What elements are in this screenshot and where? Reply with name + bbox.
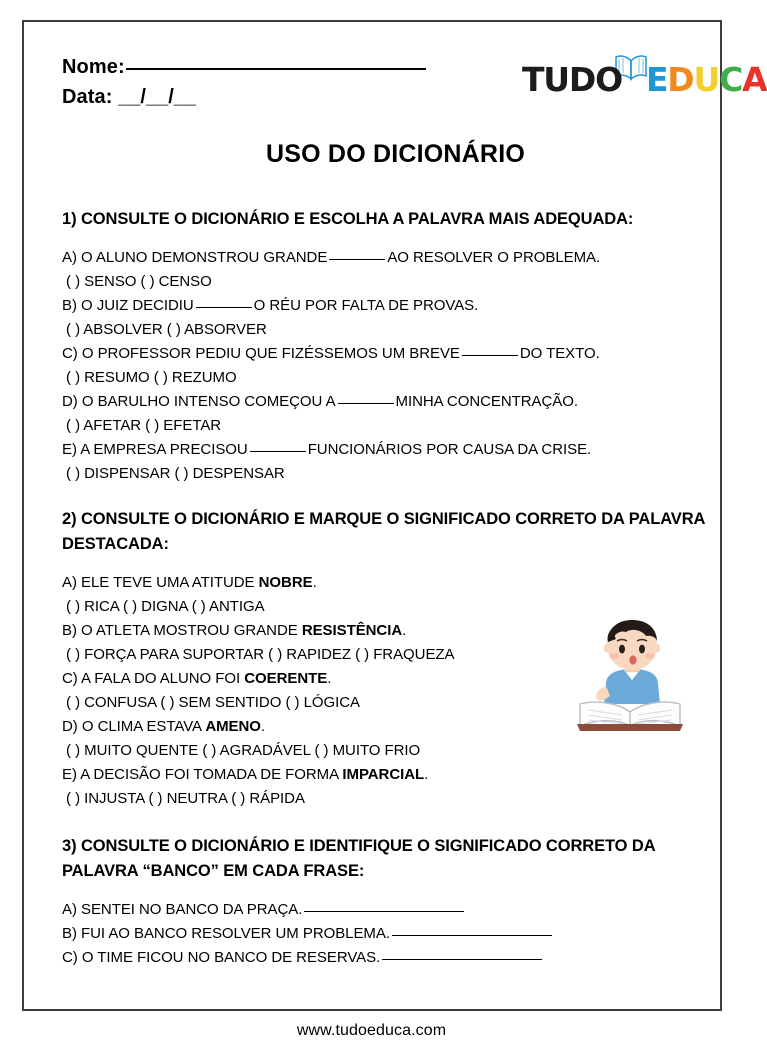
logo-wordmark [522, 62, 766, 98]
answer-options[interactable]: ( ) DISPENSAR ( ) DESPENSAR [66, 465, 285, 482]
highlighted-word: NOBRE [258, 574, 313, 591]
question-text-after: O RÉU POR FALTA DE PROVAS. [253, 297, 479, 314]
question-line [62, 763, 730, 787]
answer-options[interactable]: ( ) ABSOLVER ( ) ABSORVER [66, 321, 267, 338]
answer-options[interactable]: ( ) AFETAR ( ) EFETAR [66, 417, 222, 434]
question-line [62, 946, 730, 970]
question-text-before: E) A EMPRESA PRECISOU [62, 441, 248, 458]
answer-options[interactable]: ( ) FORÇA PARA SUPORTAR ( ) RAPIDEZ ( ) FRAQUEZA [66, 646, 455, 663]
question-text-after: MINHA CONCENTRAÇÃO. [395, 393, 578, 410]
answer-write-line[interactable] [382, 959, 542, 960]
exercise-section-3 [62, 834, 730, 970]
question-text-before: C) O TIME FICOU NO BANCO DE RESERVAS. [62, 949, 381, 966]
question-line [62, 390, 730, 414]
section-2-heading: 2) CONSULTE O DICIONÁRIO E MARQUE O SIGNIFICADO CORRETO DA PALAVRA DESTACADA: [62, 510, 705, 553]
highlighted-word: COERENTE [244, 670, 328, 687]
section-3-items [62, 898, 730, 970]
page-title: USO DO DICIONÁRIO [266, 140, 525, 168]
question-text-before: A) ELE TEVE UMA ATITUDE [62, 574, 255, 591]
question-text-before: B) O ATLETA MOSTROU GRANDE [62, 622, 298, 639]
logo-part-e: E [645, 60, 668, 99]
answer-write-line[interactable] [304, 911, 464, 912]
question-text-before: B) O JUIZ DECIDIU [62, 297, 194, 314]
exercise-section-1 [62, 207, 730, 486]
date-label: Data: [62, 86, 113, 108]
worksheet-page-frame [22, 20, 767, 1011]
highlighted-word: AMENO [205, 718, 261, 735]
logo-part-d: D [667, 60, 694, 99]
footer-url[interactable]: www.tudoeduca.com [296, 1022, 447, 1039]
question-text-before: E) A DECISÃO FOI TOMADA DE FORMA [62, 766, 339, 783]
question-line [62, 246, 730, 270]
question-text-before: B) FUI AO BANCO RESOLVER UM PROBLEMA. [62, 925, 390, 942]
question-line [62, 571, 730, 595]
question-text-before: C) O PROFESSOR PEDIU QUE FIZÉSSEMOS UM BREVE [62, 345, 460, 362]
date-write-line[interactable]: __/__/__ [118, 86, 197, 108]
question-line [62, 922, 730, 946]
answer-options[interactable]: ( ) INJUSTA ( ) NEUTRA ( ) RÁPIDA [66, 790, 305, 807]
question-text-before: A) SENTEI NO BANCO DA PRAÇA. [62, 901, 303, 918]
question-text-after: . [327, 670, 332, 687]
question-line [62, 898, 730, 922]
worksheet-header [62, 52, 767, 120]
question-text-after: AO RESOLVER O PROBLEMA. [387, 249, 601, 266]
question-text-before: C) A FALA DO ALUNO FOI [62, 670, 241, 687]
highlighted-word: RESISTÊNCIA [301, 622, 403, 639]
answer-write-line[interactable] [392, 935, 552, 936]
question-text-after: FUNCIONÁRIOS POR CAUSA DA CRISE. [307, 441, 592, 458]
question-text-before: D) O CLIMA ESTAVA [62, 718, 202, 735]
fill-blank[interactable] [329, 259, 385, 260]
fill-blank[interactable] [250, 451, 306, 452]
question-line [62, 294, 730, 318]
question-text-after: . [402, 622, 407, 639]
boy-reading-book-illustration [572, 618, 692, 734]
logo-part-u: U [693, 60, 720, 99]
question-line [62, 438, 730, 462]
section-3-heading: 3) CONSULTE O DICIONÁRIO E IDENTIFIQUE O SIGNIFICADO CORRETO DA PALAVRA “BANCO” EM CADA FRASE: [62, 837, 655, 880]
question-text-before: D) O BARULHO INTENSO COMEÇOU A [62, 393, 336, 410]
answer-options[interactable]: ( ) RICA ( ) DIGNA ( ) ANTIGA [66, 598, 265, 615]
question-line [62, 342, 730, 366]
question-text-after: . [260, 718, 266, 735]
question-text-after: DO TEXTO. [519, 345, 600, 362]
answer-options[interactable]: ( ) MUITO QUENTE ( ) AGRADÁVEL ( ) MUITO FRIO [66, 742, 421, 759]
logo-part-c: C [719, 60, 743, 99]
fill-blank[interactable] [462, 355, 518, 356]
answer-options[interactable]: ( ) RESUMO ( ) REZUMO [66, 369, 237, 386]
tudoeduca-logo [522, 54, 767, 108]
name-write-line[interactable] [126, 68, 426, 70]
fill-blank[interactable] [196, 307, 252, 308]
logo-part-a: A [742, 60, 767, 99]
fill-blank[interactable] [338, 403, 394, 404]
highlighted-word: IMPARCIAL [342, 766, 425, 783]
section-1-heading: 1) CONSULTE O DICIONÁRIO E ESCOLHA A PALAVRA MAIS ADEQUADA: [62, 210, 634, 228]
question-text-after: . [312, 574, 317, 591]
name-label: Nome: [62, 56, 125, 78]
answer-options[interactable]: ( ) SENSO ( ) CENSO [66, 273, 212, 290]
section-1-items [62, 246, 730, 486]
question-text-after: . [424, 766, 429, 783]
logo-part-tudo: TUDO [522, 60, 622, 99]
question-text-before: A) O ALUNO DEMONSTROU GRANDE [62, 249, 328, 266]
answer-options[interactable]: ( ) CONFUSA ( ) SEM SENTIDO ( ) LÓGICA [66, 694, 360, 711]
